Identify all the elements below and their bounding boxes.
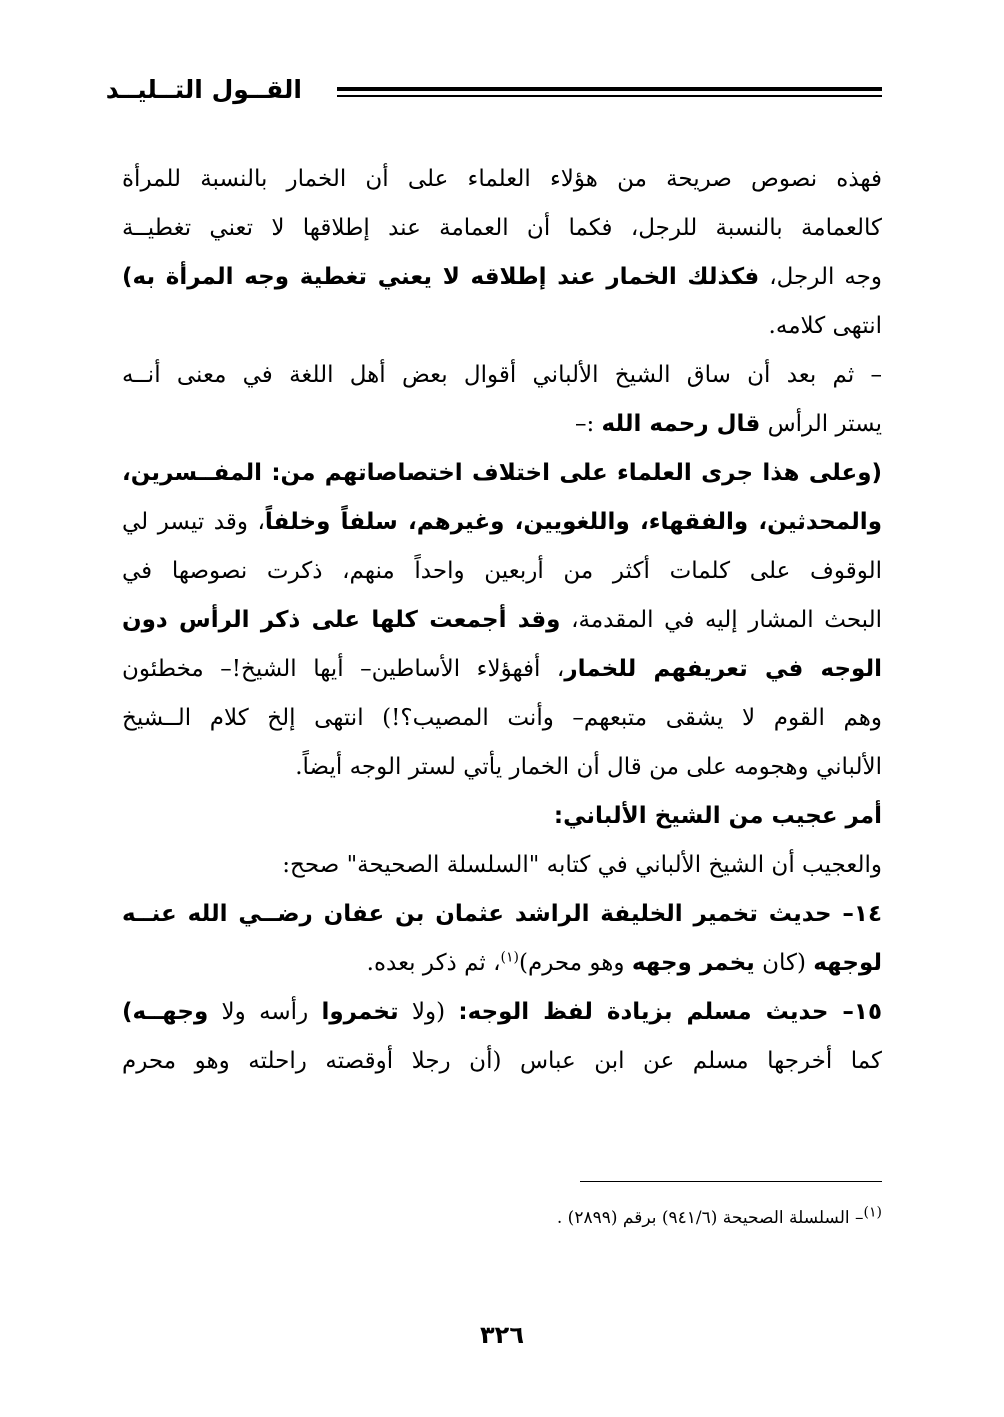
bold-text-run: (وعلى هذا جرى العلماء على اختلاف اختصاصاتهم من: المفــسرين، <box>122 460 882 486</box>
text-line <box>122 449 882 498</box>
text-line <box>122 596 882 645</box>
text-line <box>122 1037 882 1086</box>
text-run: الوقوف على كلمات أكثر من أربعين واحداً منهم، ذكرت نصوصها في <box>122 558 882 584</box>
text-run: وهم القوم لا يشقى متبعهم– وأنت المصيب؟!) انتهى إلخ كلام الــشيخ <box>122 705 882 731</box>
text-run: كما أخرجها مسلم عن ابن عباس (أن رجلا أوقصته راحلته وهو محرم <box>122 1048 882 1074</box>
bold-text-run: تخمروا <box>321 999 399 1025</box>
text-run: ، وقد تيسر لي <box>122 509 265 535</box>
text-run: كالعمامة بالنسبة للرجل، فكما أن العمامة عند إطلاقها لا تعني تغطيــة <box>122 215 882 241</box>
footnote-reference: (١) <box>500 949 520 966</box>
text-line <box>122 890 882 939</box>
text-line <box>122 939 882 988</box>
text-run: يستر الرأس <box>760 411 882 437</box>
text-run: ، أفهؤلاء الأساطين– أيها الشيخ!– مخطئون <box>122 656 565 682</box>
text-run: فهذه نصوص صريحة من هؤلاء العلماء على أن الخمار بالنسبة للمرأة <box>122 166 882 192</box>
bold-text-run: والمحدثين، والفقهاء، واللغويين، وغيرهم، سلفاً وخلفاً <box>264 509 882 535</box>
text-line <box>122 547 882 596</box>
bold-text-run: الوجه في تعريفهم للخمار <box>564 656 882 682</box>
text-line <box>122 988 882 1037</box>
running-header-title: القــول التــليــد <box>105 75 302 104</box>
bold-text-run: فكذلك الخمار عند إطلاقه لا يعني تغطية وجه المرأة به) <box>122 264 760 290</box>
text-run: (كان <box>754 950 814 976</box>
text-line <box>122 645 882 694</box>
text-run: وهو محرم) <box>519 950 632 976</box>
page-number: ٣٢٦ <box>480 1321 524 1349</box>
text-line <box>122 400 882 449</box>
text-line <box>122 253 882 302</box>
text-line <box>122 155 882 204</box>
bold-text-run: وقد أجمعت كلها على ذكر الرأس دون <box>122 607 561 633</box>
footnote-separator <box>580 1181 882 1182</box>
text-line <box>122 694 882 743</box>
text-run: والعجيب أن الشيخ الألباني في كتابه "السلسلة الصحيحة" صحح: <box>282 852 882 878</box>
text-run: انتهى كلامه. <box>768 313 882 339</box>
header-rule-thin <box>337 95 882 97</box>
bold-text-run: لوجهه <box>813 950 882 976</box>
bold-text-run: ١٤– حديث تخمير الخليفة الراشد عثمان بن عفان رضــي الله عنــه <box>122 901 882 927</box>
bold-text-run: ١٥– حديث مسلم بزيادة لفظ الوجه: <box>458 999 882 1025</box>
text-line <box>122 498 882 547</box>
bold-text-run: وجهــه) <box>122 999 209 1025</box>
text-run: البحث المشار إليه في المقدمة، <box>560 607 882 633</box>
text-run: رأسه ولا <box>208 999 322 1025</box>
text-line <box>122 351 882 400</box>
bold-text-run: يخمر وجهه <box>631 950 755 976</box>
bold-text-run: أمر عجيب من الشيخ الألباني: <box>553 803 882 829</box>
text-line <box>122 792 882 841</box>
text-run: الألباني وهجومه على من قال أن الخمار يأتي لستر الوجه أيضاً. <box>295 754 882 780</box>
footnote-marker: (١) <box>863 1204 882 1221</box>
text-run: :– <box>574 411 602 437</box>
text-run: (ولا <box>398 999 459 1025</box>
text-run: – ثم بعد أن ساق الشيخ الألباني أقوال بعض أهل اللغة في معنى أنــه <box>122 362 882 388</box>
bold-text-run: قال رحمه الله <box>601 411 761 437</box>
text-run: وجه الرجل، <box>759 264 882 290</box>
text-line <box>122 204 882 253</box>
text-line <box>122 302 882 351</box>
footnote <box>122 1203 882 1233</box>
footnote-text: – السلسلة الصحيحة (٩٤١/٦) برقم (٢٨٩٩) . <box>556 1208 864 1228</box>
header-rule-thick <box>337 87 882 91</box>
body-text <box>122 155 882 1086</box>
text-line <box>122 841 882 890</box>
text-run: ، ثم ذكر بعده. <box>366 950 501 976</box>
text-line <box>122 743 882 792</box>
